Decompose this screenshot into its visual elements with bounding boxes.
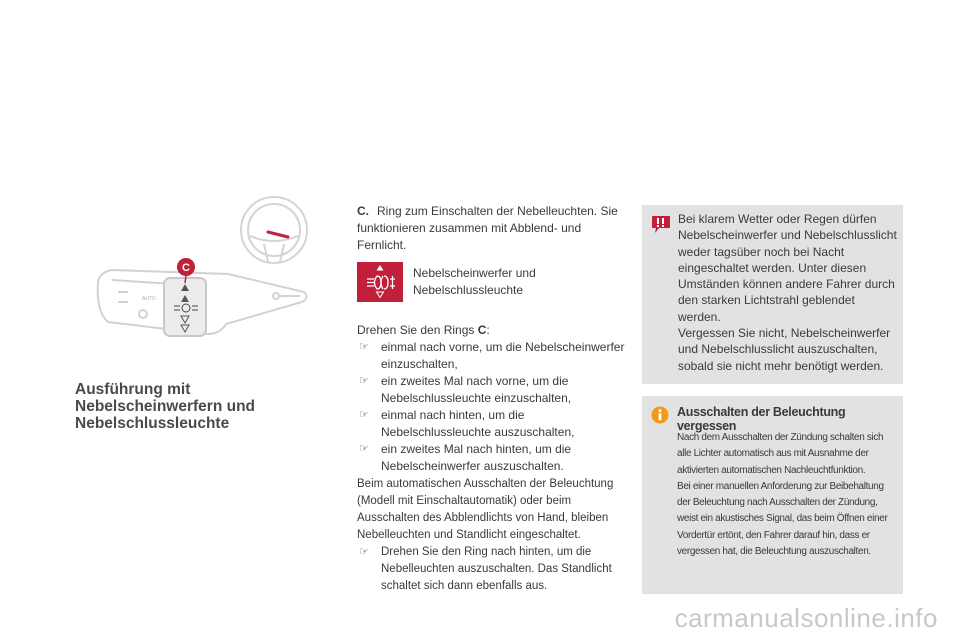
pointer-bullet-icon: ☞: [359, 375, 369, 387]
info-title: Ausschalten der Beleuchtung vergessen: [677, 405, 846, 433]
c-letter: C.: [357, 204, 369, 218]
c-description: [357, 203, 627, 254]
list-item: ☞ ein zweites Mal nach vorne, um die Nebelschlussleuchte einzuschalten,: [359, 374, 572, 405]
fog-lights-icon: [357, 262, 403, 302]
pointer-bullet-icon: ☞: [359, 443, 369, 455]
pointer-bullet-icon: ☞: [359, 341, 369, 353]
c-text: Ring zum Einschalten der Nebelleuchten. Sie funktionieren zusammen mit Abblend- und Fernlicht.: [357, 204, 618, 252]
info-icon: [651, 406, 669, 424]
callout-c-letter: C: [182, 262, 190, 274]
exclamation-icon: [651, 213, 671, 235]
warning-box: [642, 205, 903, 384]
pointer-bullet-icon: ☞: [359, 409, 369, 421]
watermark: carmanualsonline.info: [674, 603, 938, 633]
list-item: ☞ einmal nach vorne, um die Nebelscheinwerfer einzuschalten,: [359, 340, 625, 371]
auto-switchoff-note: [357, 476, 627, 595]
light-stalk-illustration: [88, 192, 340, 352]
auto-label: AUTO: [142, 296, 156, 302]
turn-ring-intro: Drehen Sie den Rings C:: [357, 323, 490, 337]
turn-ring-list: [357, 339, 627, 475]
list-item: ☞ ein zweites Mal nach hinten, um die Nebelscheinwerfer auszuschalten.: [359, 442, 572, 473]
list-item: ☞ einmal nach hinten, um die Nebelschlussleuchte auszuschalten,: [359, 408, 575, 439]
fog-symbol-label: Nebelscheinwerfer und Nebelschlussleuchte: [413, 266, 536, 297]
stalk-drawing: [88, 192, 340, 352]
info-box: [642, 396, 903, 594]
info-text: Nach dem Ausschalten der Zündung schalten sich alle Lichter automatisch aus mit Ausnahme der aktivierten automatischen Nachleuchtfunktion. Bei einer manuellen Anforderung zur Beibehaltung der Beleuchtung nach Ausschalten der Zündung, weist ein akustisches Signal, das beim Öffnen einer Vordertür ertönt, den Fahrer darauf hin, dass er vergessen hat, die Beleuchtung auszuschalten.: [677, 432, 888, 558]
auto-switchoff-paragraph: Beim automatischen Ausschalten der Beleuchtung (Modell mit Einschaltautomatik) oder beim Ausschalten des Abblendlichts von Hand, bleiben Nebelleuchten und Standlicht eingeschaltet.: [357, 478, 614, 541]
column-highlight: [268, 232, 288, 237]
section-title: Ausführung mit Nebelscheinwerfern und Nebelschlussleuchte: [75, 381, 256, 432]
auto-switchoff-list: [357, 544, 627, 595]
fog-symbol-row: [357, 262, 627, 302]
list-item: ☞ Drehen Sie den Ring nach hinten, um die Nebelleuchten auszuschalten. Das Standlicht schaltet sich dann ebenfalls aus.: [359, 546, 612, 592]
turn-ring-instructions: [357, 322, 627, 475]
warning-text: Bei klarem Wetter oder Regen dürfen Nebelscheinwerfer und Nebelschlusslicht weder tagsüber noch bei Nacht eingeschaltet werden. Unter diesen Umständen können andere Fahrer durch den starken Lichtstrahl geblendet werden. Vergessen Sie nicht, Nebelscheinwerfer und Nebelschlusslicht auszuschalten, sobald sie nicht mehr benötigt werden.: [678, 212, 897, 373]
pointer-bullet-icon: ☞: [359, 546, 369, 558]
intro-letter: C: [477, 323, 487, 337]
